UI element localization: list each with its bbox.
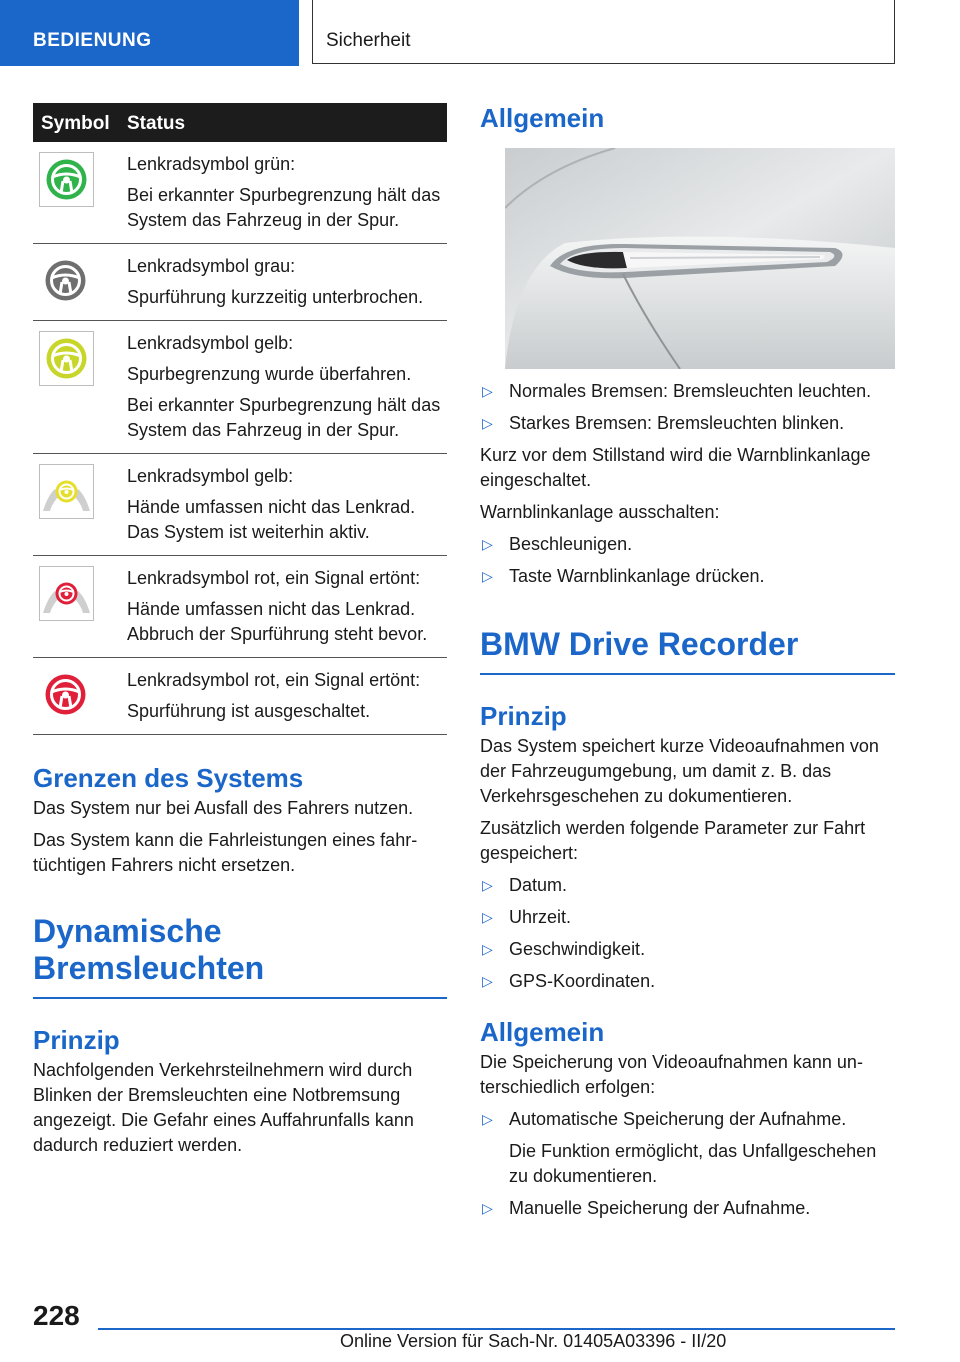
list-item-detail: Die Funktion ermöglicht, das Unfallgeschehen zu dokumentieren. [509,1140,877,1186]
list-item: ▷ Taste Warnblinkanlage drücken. [480,564,895,589]
hands-off-wheel-red-icon [39,566,94,621]
limits-heading: Grenzen des Systems [33,763,304,793]
save-list [480,1196,895,1221]
row-status-line: Spurführung kurzzeitig unterbrochen. [127,287,424,307]
recorder-paragraph: Die Speicherung von Videoaufnahmen kann unterschiedlich erfolgen: [480,1051,863,1097]
list-item: ▷ Uhrzeit. [480,905,895,930]
chapter-tab [312,0,895,64]
parameter-list [480,873,895,994]
heading-line: Bremsleuchten [33,950,265,986]
chapter-label: Sicherheit [326,30,411,51]
limits-paragraph: Das System kann die Fahrleistungen eines fahrtüchtigen Fahrers nicht ersetzen. [33,830,418,875]
triangle-bullet-icon: ▷ [482,1110,493,1127]
list-item: ▷ GPS-Koordinaten. [480,969,895,994]
row-status-line: Lenkradsymbol rot, ein Signal ertönt: [127,670,421,690]
triangle-bullet-icon: ▷ [482,536,493,552]
general-heading: Allgemein [480,103,605,133]
list-item: ▷ Automatische Speicherung der Aufnahme. [480,1107,895,1132]
recorder-general-heading: Allgemein [480,1016,605,1047]
triangle-bullet-icon: ▷ [482,876,493,893]
steering-wheel-green-icon [39,152,94,207]
row-status-line: Lenkradsymbol rot, ein Signal ertönt: [127,568,421,588]
hands-off-wheel-yellow-icon [39,464,94,519]
row-status-line: Bei erkannter Spurbegrenzung hält das System das Fahrzeug in der Spur. [127,395,441,440]
row-status-line: Lenkradsymbol grün: [127,154,296,174]
recorder-paragraph: Zusätzlich werden folgende Parameter zur Fahrt gespeichert: [480,817,866,863]
principle-heading: Prinzip [33,1024,120,1055]
section-label: BEDIENUNG [33,30,152,51]
save-list [480,1107,895,1132]
recorder-principle-heading: Prinzip [480,700,567,731]
triangle-bullet-icon: ▷ [482,415,493,431]
triangle-bullet-icon: ▷ [482,383,493,399]
list-item: ▷ Datum. [480,873,895,898]
brake-list [480,379,895,436]
row-status-line: Lenkradsymbol gelb: [127,466,294,486]
row-status-line: Hände umfassen nicht das Lenkrad. Abbruch der Spurführung steht bevor. [127,599,428,644]
row-status-line: Spurführung ist ausgeschaltet. [127,701,371,721]
table-row [33,658,447,735]
hazard-paragraph: Kurz vor dem Stillstand wird die Warnblinkanlage eingeschaltet. [480,445,871,490]
dynamic-brake-lights-heading [33,913,447,987]
hazard-off-list [480,532,895,589]
triangle-bullet-icon: ▷ [482,908,493,925]
table-row [33,142,447,244]
list-item: ▷ Beschleunigen. [480,532,895,557]
triangle-bullet-icon: ▷ [482,1199,493,1216]
hazard-off-paragraph: Warnblinkanlage ausschalten: [480,502,720,522]
footer-text: Online Version für Sach-Nr. 01405A03396 - II/20 [340,1331,727,1351]
row-status-line: Spurbegrenzung wurde überfahren. [127,364,412,384]
tail-light-photo [505,148,895,369]
triangle-bullet-icon: ▷ [482,940,493,957]
section-tab [0,0,299,66]
row-status-line: Lenkradsymbol grau: [127,256,296,276]
row-status-line: Lenkradsymbol gelb: [127,333,294,353]
left-column [33,103,447,1165]
table-row [33,556,447,658]
column-header-status: Status [127,113,186,134]
footer-rule [98,1328,895,1330]
triangle-bullet-icon: ▷ [482,568,493,584]
list-item: ▷ Geschwindigkeit. [480,937,895,962]
row-status-line: Hände umfassen nicht das Lenkrad. Das System ist weiterhin aktiv. [127,497,416,542]
triangle-bullet-icon: ▷ [482,972,493,989]
drive-recorder-heading: BMW Drive Recorder [480,626,799,662]
list-item: ▷ Normales Bremsen: Bremsleuchten leuchten. [480,379,895,404]
column-header-symbol: Symbol [41,113,110,134]
limits-paragraph: Das System nur bei Ausfall des Fahrers nutzen. [33,798,414,818]
right-column [480,103,895,1228]
table-row [33,454,447,556]
list-item: ▷ Manuelle Speicherung der Aufnahme. [480,1196,895,1221]
steering-wheel-yellow-icon [39,331,94,386]
steering-wheel-grey-icon [39,254,94,309]
principle-paragraph: Nachfolgenden Verkehrsteilnehmern wird durch Blinken der Bremsleuchten eine Notbremsung angezeigt. Die Gefahr eines Auffahrunfalls kann dadurch reduziert werden. [33,1059,414,1155]
list-item: ▷ Starkes Bremsen: Bremsleuchten blinken. [480,411,895,436]
row-status-line: Bei erkannter Spurbegrenzung hält das System das Fahrzeug in der Spur. [127,185,441,230]
table-header [33,103,447,142]
recorder-paragraph: Das System speichert kurze Videoaufnahmen von der Fahrzeugumgebung, um damit z. B. das Verkehrsgeschehen zu dokumentieren. [480,735,879,806]
heading-line: Dynamische [33,913,222,949]
steering-wheel-red-icon [39,668,94,723]
page-number: 228 [33,1300,80,1331]
table-row [33,321,447,454]
table-row [33,244,447,321]
